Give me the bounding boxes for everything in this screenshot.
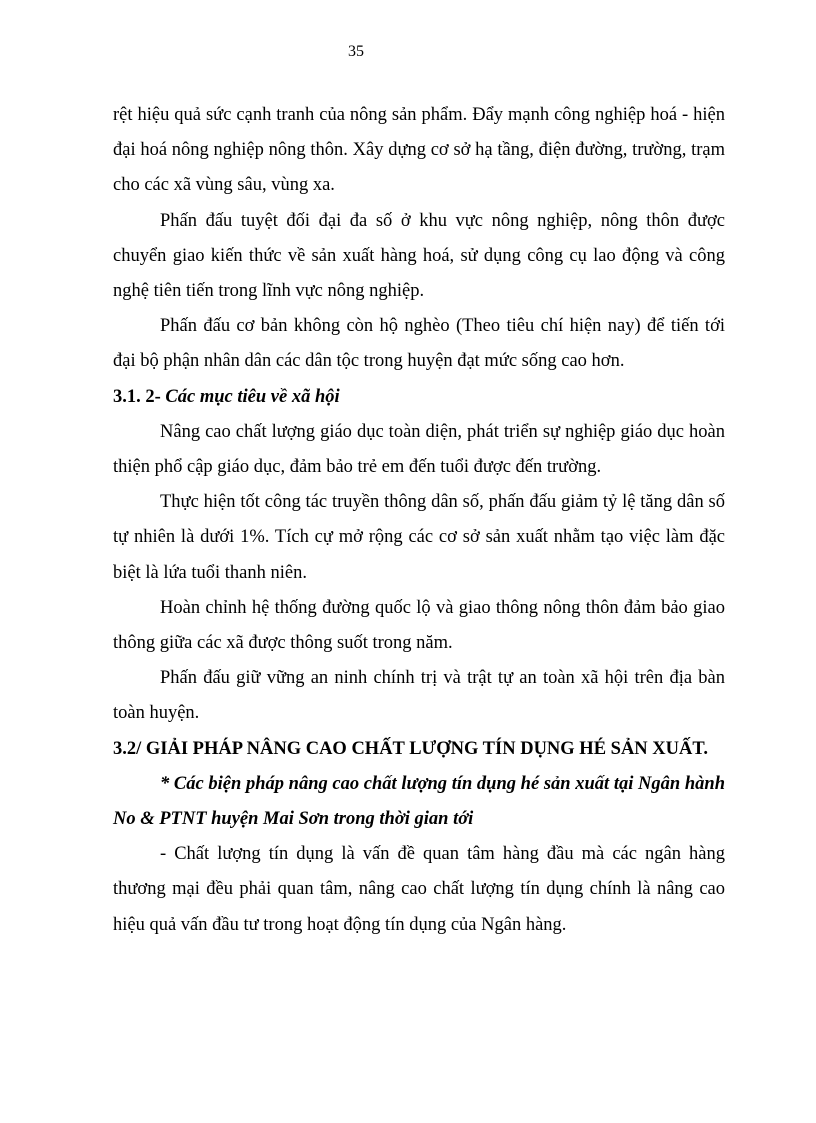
paragraph-2: Phấn đấu tuyệt đối đại đa số ở khu vực nông nghiệp, nông thôn được chuyển giao kiến thức về sản xuất hàng hoá, sử dụng công cụ lao động và công nghệ tiên tiến trong lĩnh vực nông nghiệp.	[113, 210, 725, 302]
paragraph-6: Hoàn chỉnh hệ thống đường quốc lộ và giao thông nông thôn đảm bảo giao thông giữa các xã được thông suốt trong năm.	[113, 597, 725, 654]
paragraph-7: Phấn đấu giữ vững an ninh chính trị và trật tự an toàn xã hội trên địa bàn toàn huyện.	[113, 668, 725, 724]
paragraph-8: - Chất lượng tín dụng là vấn đề quan tâm hàng đầu mà các ngân hàng thương mại đều phải quan tâm, nâng cao chất lượng tín dụng chính là nâng cao hiệu quả vấn đầu tư trong hoạt động tín dụng của Ngân hàng.	[113, 844, 725, 935]
page-number: 35	[348, 43, 364, 60]
paragraph-3: Phấn đấu cơ bản không còn hộ nghèo (Theo tiêu chí hiện nay) để tiến tới đại bộ phận nhân dân các dân tộc trong huyện đạt mức sống cao hơn.	[113, 316, 725, 372]
sub-heading: * Các biện pháp nâng cao chất lượng tín dụng hé sản xuất tại Ngân hành No & PTNT huyện Mai Sơn trong thời gian tới	[113, 773, 725, 830]
section-heading-3-1-2	[113, 380, 725, 415]
section-heading-title: Các mục tiêu về xã hội	[165, 386, 340, 407]
paragraph-1: rệt hiệu quả sức cạnh tranh của nông sản phẩm. Đẩy mạnh công nghiệp hoá - hiện đại hoá nông nghiệp nông thôn. Xây dựng cơ sở hạ tầng, điện đường, trường, trạm cho các xã vùng sâu, vùng xa.	[113, 105, 725, 196]
section-heading-3-2: 3.2/ GIẢI PHÁP NÂNG CAO CHẤT LƯỢNG TÍN DỤNG HÉ SẢN XUẤT.	[113, 738, 708, 759]
paragraph-5: Thực hiện tốt công tác truyền thông dân số, phấn đấu giảm tỷ lệ tăng dân số tự nhiên là dưới 1%. Tích cự mở rộng các cơ sở sản xuất nhằm tạo việc làm đặc biệt là lứa tuổi thanh niên.	[113, 492, 725, 583]
document-body	[113, 98, 725, 943]
section-heading-number: 3.1. 2-	[113, 386, 166, 407]
paragraph-4: Nâng cao chất lượng giáo dục toàn diện, phát triển sự nghiệp giáo dục hoàn thiện phổ cập giáo dục, đảm bảo trẻ em đến tuổi được đến trường.	[113, 421, 725, 478]
